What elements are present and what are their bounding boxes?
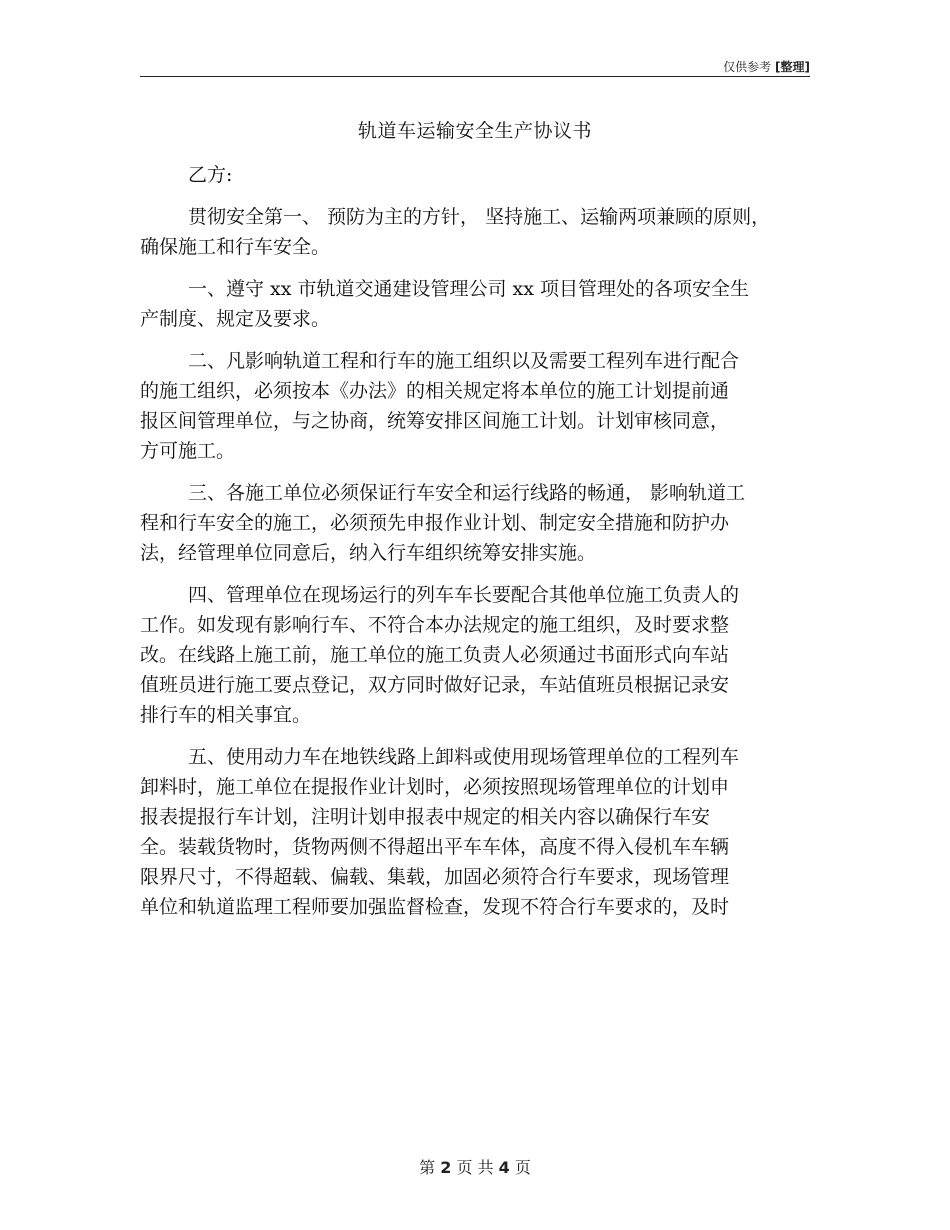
paragraph-line: 五、使用动力车在地铁线路上卸料或使用现场管理单位的工程列车	[188, 746, 740, 768]
header-note-text: 仅供参考	[723, 60, 772, 74]
header-note	[723, 58, 810, 75]
paragraph-line: 报区间管理单位，与之协商，统筹安排区间施工计划。计划审核同意，	[140, 410, 730, 432]
footer-prefix: 第	[419, 1158, 436, 1177]
paragraph-clause-2	[140, 346, 810, 466]
footer-middle: 页 共	[456, 1158, 494, 1177]
paragraph-line: 确保施工和行车安全。	[140, 236, 331, 258]
paragraph-line: 全。装载货物时，货物两侧不得超出平车车体，高度不得入侵机车车辆	[140, 836, 730, 858]
paragraph-gap	[140, 568, 810, 580]
paragraph-clause-4	[140, 580, 810, 730]
paragraph-line: 排行车的相关事宜。	[140, 704, 312, 726]
paragraph-line: 产制度、规定及要求。	[140, 308, 331, 330]
paragraph-line: 三、各施工单位必须保证行车安全和运行线路的畅通， 影响轨道工	[188, 482, 746, 504]
paragraph-line: 法，经管理单位同意后，纳入行车组织统筹安排实施。	[140, 542, 597, 564]
paragraph-gap	[140, 730, 810, 742]
footer-page-total: 4	[498, 1158, 510, 1177]
paragraph-clause-1	[140, 274, 810, 334]
paragraph-gap	[140, 262, 810, 274]
paragraph-clause-3	[140, 478, 810, 568]
footer-page-current: 2	[440, 1158, 452, 1177]
header-note-tag: [整理]	[775, 60, 810, 74]
paragraph-principle	[140, 202, 810, 262]
paragraph-line: 限界尺寸，不得超载、偏载、集载，加固必须符合行车要求，现场管理	[140, 866, 730, 888]
paragraph-gap	[140, 190, 810, 202]
paragraph-line: 程和行车安全的施工，必须预先申报作业计划、制定安全措施和防护办	[140, 512, 730, 534]
paragraph-line: 贯彻安全第一、 预防为主的方针， 坚持施工、运输两项兼顾的原则，	[188, 206, 771, 228]
paragraph-gap	[140, 466, 810, 478]
document-title: 轨道车运输安全生产协议书	[357, 120, 592, 142]
party-line: 乙方:	[188, 164, 233, 186]
paragraph-line: 方可施工。	[140, 440, 236, 462]
footer-suffix: 页	[514, 1158, 531, 1177]
paragraph-clause-5	[140, 742, 810, 922]
paragraph-line: 报表提报行车计划，注明计划申报表中规定的相关内容以确保行车安	[140, 806, 711, 828]
paragraph-gap	[140, 334, 810, 346]
document-body	[140, 160, 810, 922]
paragraph-line: 工作。如发现有影响行车、不符合本办法规定的施工组织，及时要求整	[140, 614, 730, 636]
page-footer	[0, 1155, 950, 1178]
paragraph-line: 值班员进行施工要点登记，双方同时做好记录，车站值班员根据记录安	[140, 674, 730, 696]
paragraph-line: 改。在线路上施工前，施工单位的施工负责人必须通过书面形式向车站	[140, 644, 730, 666]
paragraph-line: 一、遵守 xx 市轨道交通建设管理公司 xx 项目管理处的各项安全生	[188, 278, 750, 300]
paragraph-line: 四、管理单位在现场运行的列车车长要配合其他单位施工负责人的	[188, 584, 740, 606]
paragraph-line: 二、凡影响轨道工程和行车的施工组织以及需要工程列车进行配合	[188, 350, 740, 372]
paragraph-line: 单位和轨道监理工程师要加强监督检查，发现不符合行车要求的，及时	[140, 896, 730, 918]
header-divider	[140, 76, 810, 77]
paragraph-line: 卸料时，施工单位在提报作业计划时，必须按照现场管理单位的计划申	[140, 776, 730, 798]
paragraph-line: 的施工组织，必须按本《办法》的相关规定将本单位的施工计划提前通	[140, 380, 730, 402]
